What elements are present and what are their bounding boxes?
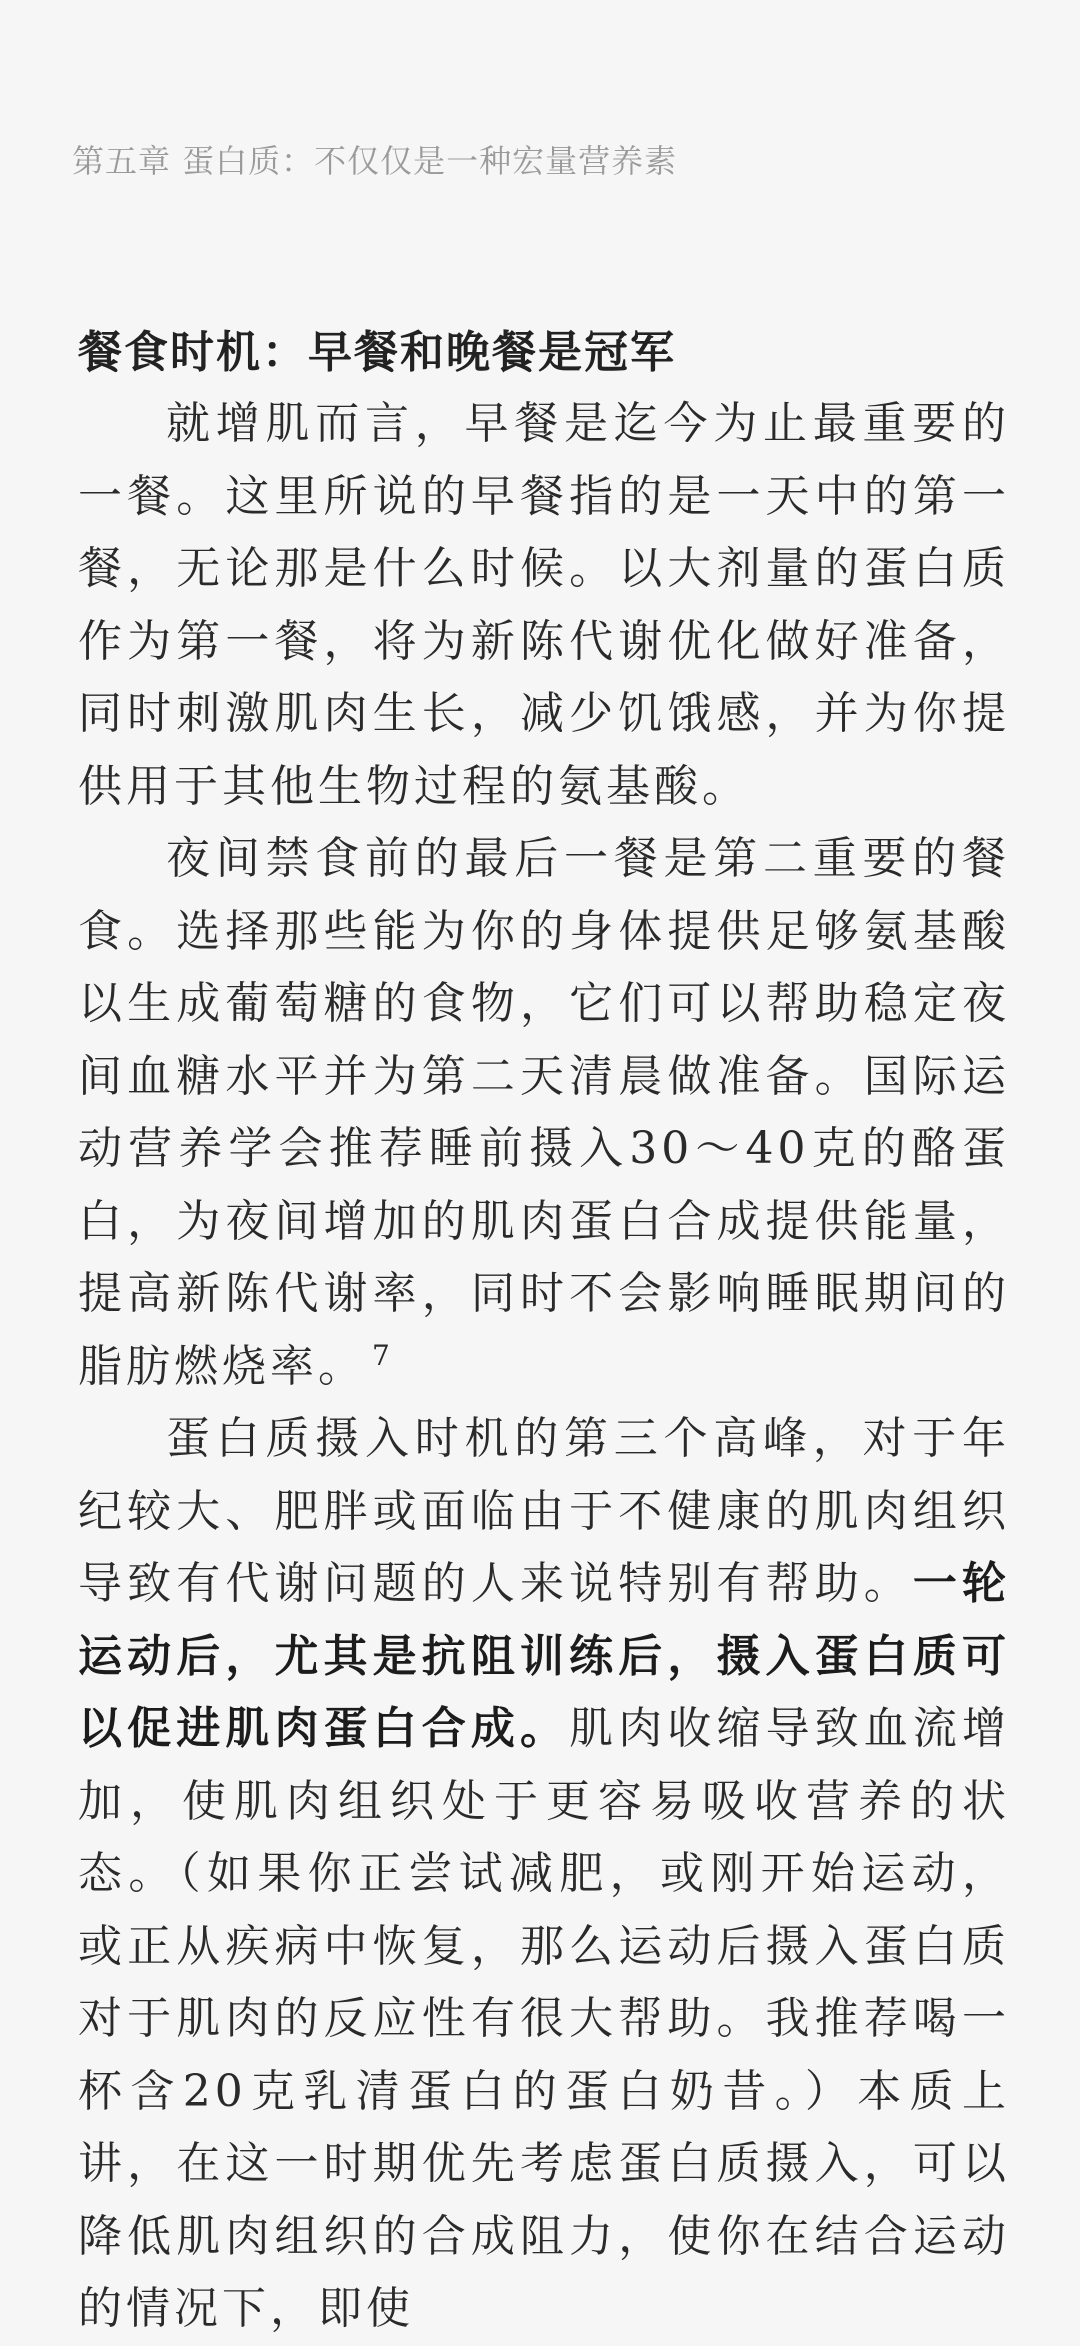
footnote-reference[interactable]: 7 <box>372 1338 394 1372</box>
paragraph-3-text-start: 蛋白质摄入时机的第三个高峰，对于年纪较大、肥胖或面临由于不健康的肌肉组织导致有代谢问题的人来说特别有帮助。 <box>78 1413 1010 1609</box>
paragraph-3-emphasis: 一轮运动后，尤其是抗阻训练后，摄入蛋白质可以促进肌肉蛋白合成。 <box>78 1558 1011 1754</box>
section-heading: 餐食时机：早餐和晚餐是冠军 <box>78 327 676 378</box>
page-content <box>78 318 1010 2346</box>
paragraph-2 <box>78 823 1010 1403</box>
paragraph-3-text-end: 肌肉收缩导致血流增加，使肌肉组织处于更容易吸收营养的状态。（如果你正尝试减肥，或刚开始运动，或正从疾病中恢复，那么运动后摄入蛋白质对于肌肉的反应性有很大帮助。我推荐喝一杯含20克乳清蛋白的蛋白奶昔。）本质上讲，在这一时期优先考虑蛋白质摄入，可以降低肌肉组织的合成阻力，使你在结合运动的情况下，即使 <box>78 1703 1011 2334</box>
paragraph-2-text: 夜间禁食前的最后一餐是第二重要的餐食。选择那些能为你的身体提供足够氨基酸以生成葡萄糖的食物，它们可以帮助稳定夜间血糖水平并为第二天清晨做准备。国际运动营养学会推荐睡前摄入30～40克的酪蛋白，为夜间增加的肌肉蛋白合成提供能量，提高新陈代谢率，同时不会影响睡眠期间的脂肪燃烧率。 <box>78 833 1010 1392</box>
paragraph-1 <box>78 388 1010 823</box>
paragraph-1-text: 就增肌而言，早餐是迄今为止最重要的一餐。这里所说的早餐指的是一天中的第一餐，无论那是什么时候。以大剂量的蛋白质作为第一餐，将为新陈代谢优化做好准备，同时刺激肌肉生长，减少饥饿感，并为你提供用于其他生物过程的氨基酸。 <box>78 398 1010 812</box>
paragraph-3 <box>78 1403 1010 2346</box>
chapter-running-header: 第五章 蛋白质：不仅仅是一种宏量营养素 <box>72 142 678 180</box>
